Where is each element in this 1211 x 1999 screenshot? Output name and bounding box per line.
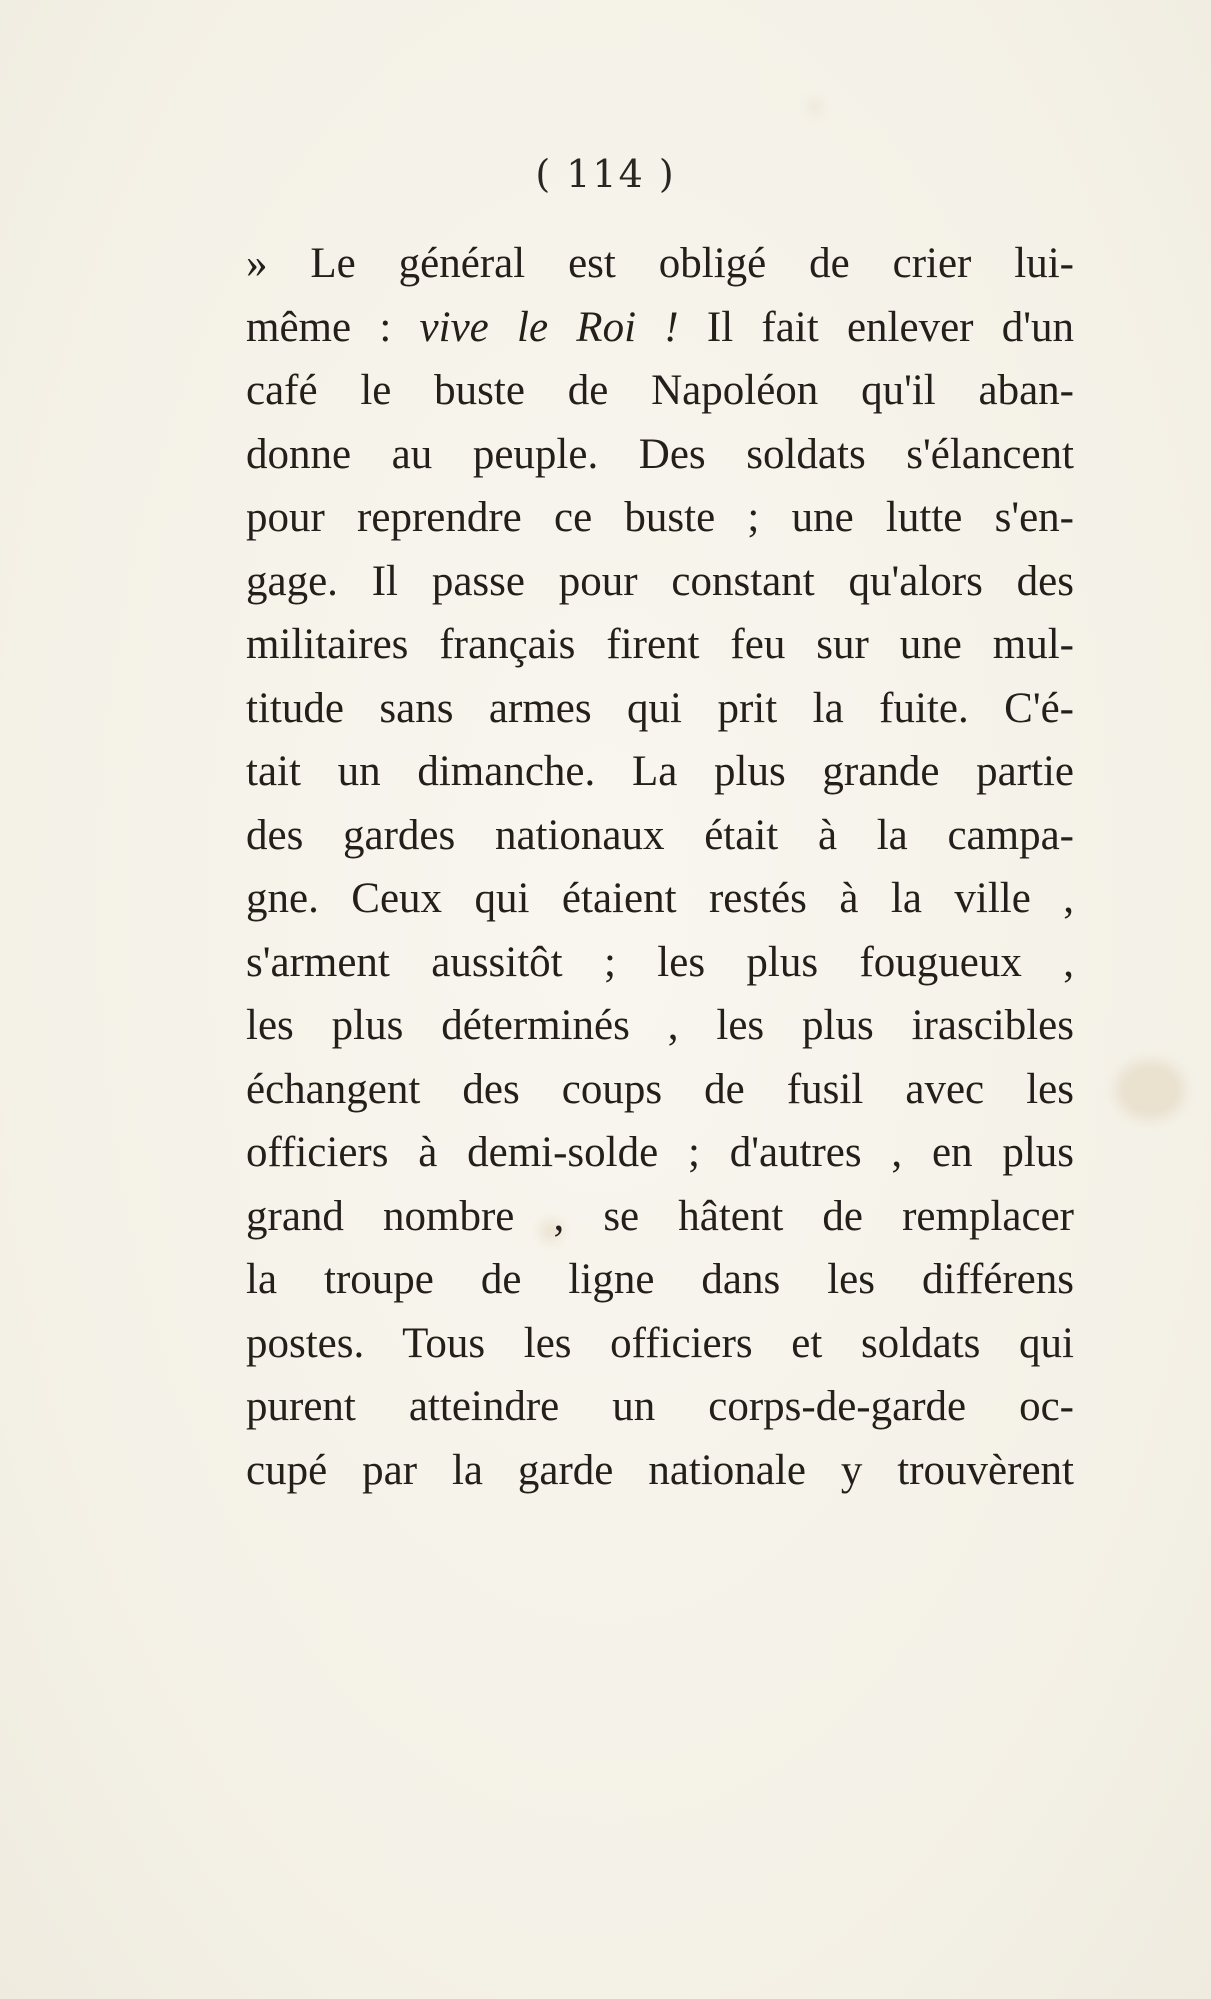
text-line: pour reprendre ce buste ; une lutte s'en-	[246, 494, 1074, 541]
text-line-start: même :	[246, 303, 420, 351]
text-line: s'arment aussitôt ; les plus fougueux ,	[246, 938, 1074, 986]
italic-exclamation: vive le Roi !	[419, 303, 679, 351]
body-text	[246, 232, 1074, 1502]
text-line: » Le général est obligé de crier lui-	[246, 240, 1074, 287]
text-line: purent atteindre un corps-de-garde oc-	[246, 1383, 1074, 1430]
paper-stain	[810, 100, 820, 114]
text-line: échangent des coups de fusil avec les	[246, 1065, 1074, 1113]
text-line: gne. Ceux qui étaient restés à la ville ,	[246, 875, 1074, 922]
text-line: café le buste de Napoléon qu'il aban-	[246, 367, 1074, 414]
text-line: militaires français firent feu sur une mul-	[246, 621, 1074, 668]
text-line: des gardes nationaux était à la campa-	[246, 811, 1074, 859]
text-line: titude sans armes qui prit la fuite. C'é-	[246, 684, 1074, 732]
paper-stain	[1115, 1060, 1185, 1120]
text-line: grand nombre , se hâtent de remplacer	[246, 1192, 1074, 1240]
text-line-end: Il fait enlever d'un	[678, 303, 1074, 351]
text-line: les plus déterminés , les plus irascibles	[246, 1002, 1074, 1049]
text-line	[246, 296, 1074, 360]
text-line: officiers à demi-solde ; d'autres , en plus	[246, 1129, 1074, 1176]
text-line: donne au peuple. Des soldats s'élancent	[246, 430, 1074, 478]
text-line: cupé par la garde nationale y trouvèrent	[246, 1446, 1074, 1494]
text-line: la troupe de ligne dans les différens	[246, 1256, 1074, 1303]
text-line: postes. Tous les officiers et soldats qui	[246, 1319, 1074, 1367]
text-line: tait un dimanche. La plus grande partie	[246, 748, 1074, 795]
page-number: ( 114 )	[535, 152, 676, 196]
text-line: gage. Il passe pour constant qu'alors des	[246, 557, 1074, 605]
